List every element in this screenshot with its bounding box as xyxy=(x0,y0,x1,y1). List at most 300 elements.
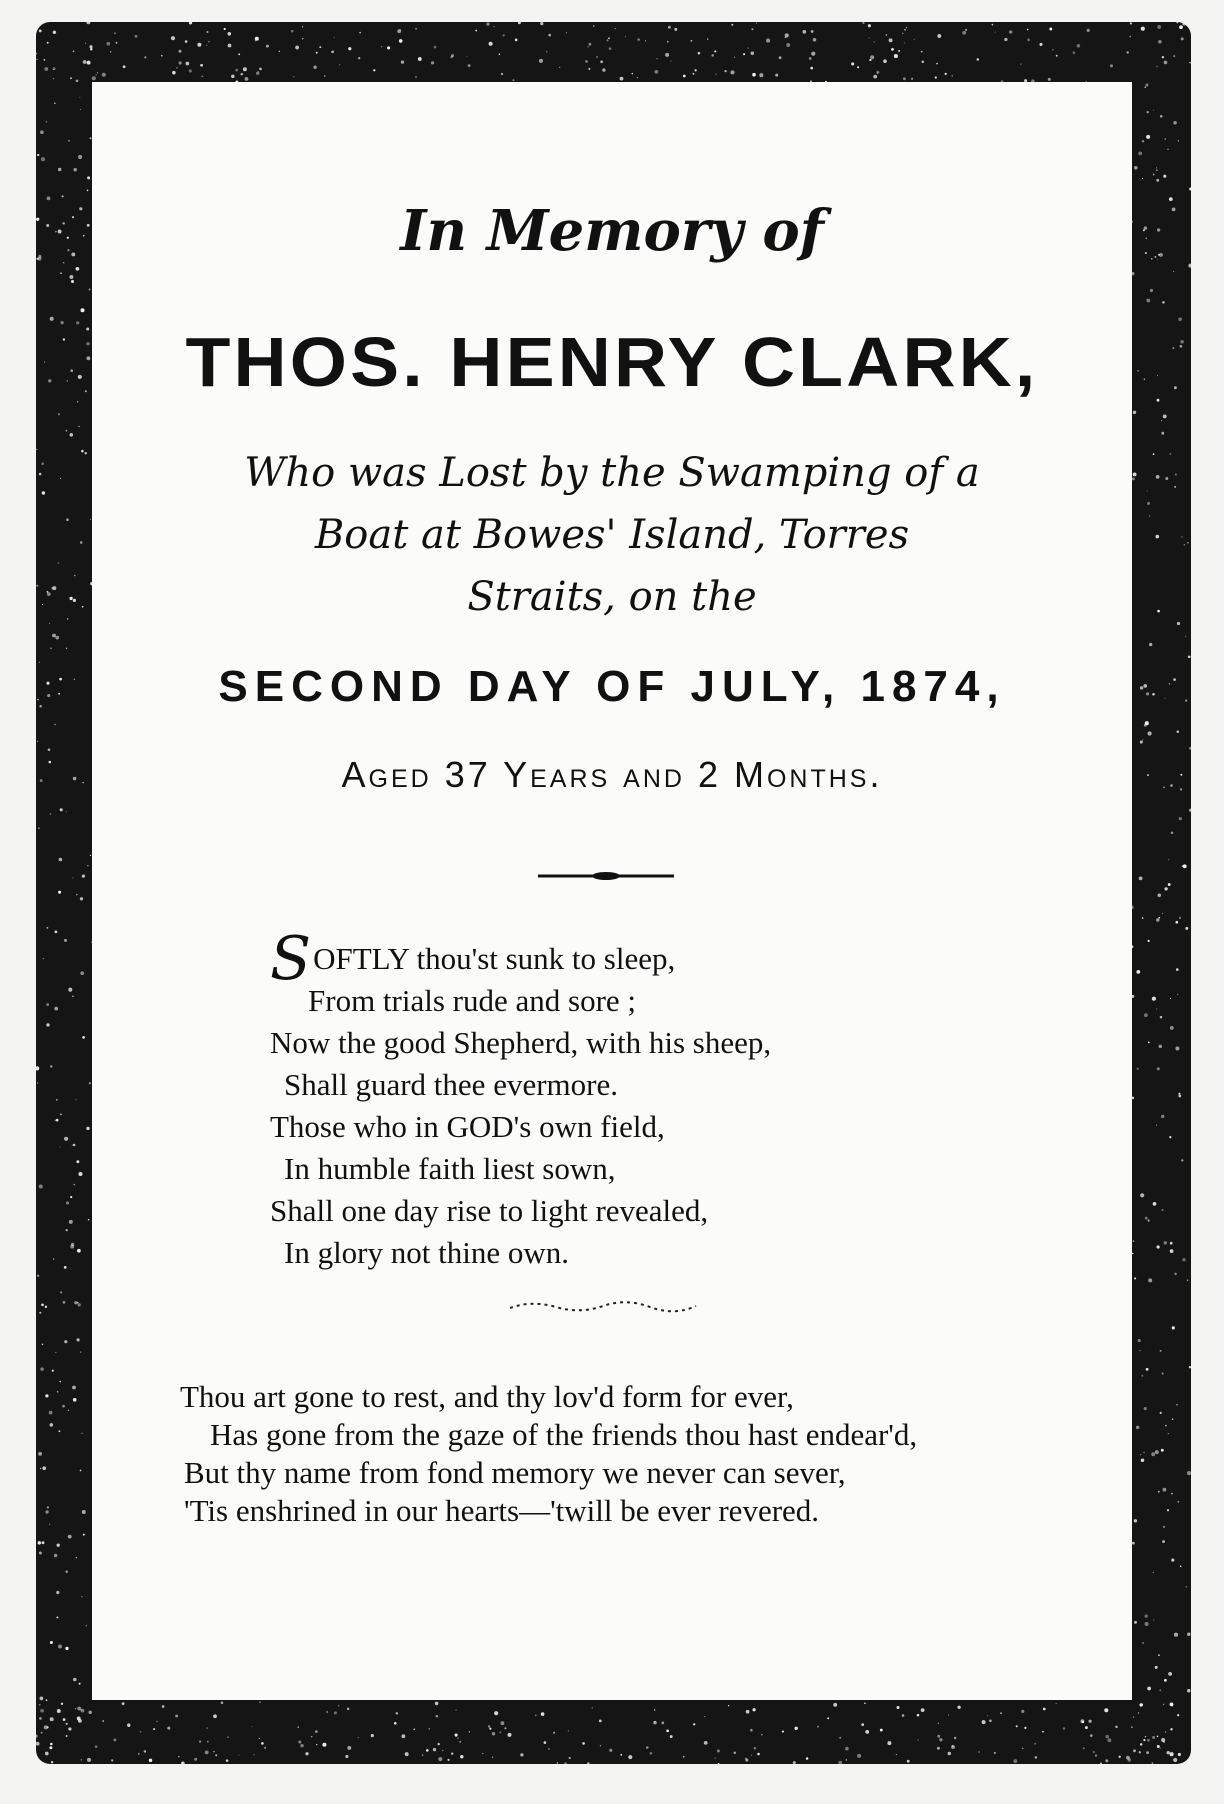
border-speckle xyxy=(902,1714,905,1717)
border-speckle xyxy=(128,1725,130,1727)
border-speckle xyxy=(1170,1242,1173,1245)
border-speckle xyxy=(41,462,44,465)
border-speckle xyxy=(469,1731,470,1732)
border-speckle xyxy=(1163,1741,1165,1743)
border-speckle xyxy=(493,26,494,27)
border-speckle xyxy=(49,1411,53,1415)
border-speckle xyxy=(83,235,85,237)
border-speckle xyxy=(1164,1241,1167,1244)
border-speckle xyxy=(515,39,518,42)
border-speckle xyxy=(63,1301,66,1304)
border-speckle xyxy=(36,449,37,450)
border-speckle xyxy=(1081,1719,1085,1723)
border-speckle xyxy=(67,249,69,251)
border-speckle xyxy=(161,55,163,57)
border-speckle xyxy=(802,30,806,34)
border-speckle xyxy=(1146,298,1150,302)
border-speckle xyxy=(56,1591,59,1594)
border-speckle xyxy=(937,1747,940,1750)
border-speckle xyxy=(1157,1067,1160,1070)
border-speckle xyxy=(82,1036,85,1039)
border-speckle xyxy=(730,70,734,74)
border-speckle xyxy=(870,55,874,59)
border-speckle xyxy=(1164,887,1167,890)
border-speckle xyxy=(89,1082,91,1084)
border-speckle xyxy=(1133,1749,1136,1752)
border-speckle xyxy=(82,1510,86,1514)
border-speckle xyxy=(1144,1407,1147,1410)
border-speckle xyxy=(1179,817,1182,820)
border-speckle xyxy=(877,73,878,74)
border-speckle xyxy=(1184,544,1185,545)
border-speckle xyxy=(1145,1217,1148,1220)
border-speckle xyxy=(40,1367,43,1370)
border-speckle xyxy=(58,1644,62,1648)
border-speckle xyxy=(153,1728,155,1730)
border-speckle xyxy=(1147,774,1149,776)
border-speckle xyxy=(914,39,915,40)
border-speckle xyxy=(88,1711,91,1714)
border-speckle xyxy=(80,109,81,110)
border-speckle xyxy=(667,41,669,43)
border-speckle xyxy=(127,1723,130,1726)
border-speckle xyxy=(87,224,90,227)
border-speckle xyxy=(179,50,182,53)
border-speckle xyxy=(62,195,64,197)
border-speckle xyxy=(711,54,714,57)
border-speckle xyxy=(1140,1454,1141,1455)
border-speckle xyxy=(745,1758,747,1760)
border-speckle xyxy=(50,1065,52,1067)
border-speckle xyxy=(73,1184,75,1186)
border-speckle xyxy=(305,1752,308,1755)
border-speckle xyxy=(81,1596,82,1597)
border-speckle xyxy=(75,1708,76,1709)
border-speckle xyxy=(588,46,589,47)
border-speckle xyxy=(507,1733,511,1737)
border-speckle xyxy=(36,1066,39,1070)
border-speckle xyxy=(36,218,39,221)
border-speckle xyxy=(645,40,646,41)
border-speckle xyxy=(90,48,92,50)
border-speckle xyxy=(45,1306,47,1308)
border-speckle xyxy=(1170,1702,1174,1706)
border-speckle xyxy=(874,41,875,42)
border-speckle xyxy=(793,1761,796,1764)
border-speckle xyxy=(326,1711,328,1713)
border-speckle xyxy=(504,1727,506,1729)
border-speckle xyxy=(1009,30,1012,33)
border-speckle xyxy=(80,971,84,975)
border-speckle xyxy=(1163,175,1166,178)
border-speckle xyxy=(833,1703,837,1707)
border-speckle xyxy=(806,1757,809,1760)
border-speckle xyxy=(911,78,913,80)
border-speckle xyxy=(291,30,294,33)
border-speckle xyxy=(42,1466,46,1470)
dotted-flourish xyxy=(508,1296,698,1316)
border-speckle xyxy=(241,73,244,76)
date-of-death: SECOND DAY OF JULY, 1874, xyxy=(218,662,1006,711)
border-speckle xyxy=(1153,174,1155,176)
border-speckle xyxy=(1136,1426,1139,1429)
border-speckle xyxy=(433,1748,436,1751)
poem-line: Shall guard thee evermore. xyxy=(284,1067,618,1102)
border-speckle xyxy=(1161,1449,1164,1452)
border-speckle xyxy=(615,28,616,29)
border-speckle xyxy=(1142,140,1144,142)
border-speckle xyxy=(36,53,37,55)
border-speckle xyxy=(208,41,210,43)
border-speckle xyxy=(73,599,76,602)
border-speckle xyxy=(47,1506,49,1508)
border-speckle xyxy=(851,62,854,65)
border-speckle xyxy=(80,541,83,544)
border-speckle xyxy=(1152,997,1156,1001)
border-speckle xyxy=(123,65,126,68)
border-speckle xyxy=(1016,1725,1018,1727)
border-speckle xyxy=(756,22,757,23)
border-speckle xyxy=(1049,28,1052,31)
border-speckle xyxy=(51,1761,53,1763)
border-speckle xyxy=(902,33,903,34)
border-speckle xyxy=(751,28,753,30)
border-speckle xyxy=(50,813,52,815)
border-speckle xyxy=(78,426,79,427)
border-speckle xyxy=(1083,1747,1085,1749)
border-speckle xyxy=(782,1731,784,1733)
border-speckle xyxy=(434,46,437,49)
border-speckle xyxy=(47,197,51,201)
border-speckle xyxy=(1167,1509,1169,1511)
border-speckle xyxy=(609,1749,612,1752)
border-speckle xyxy=(1171,832,1174,835)
border-speckle xyxy=(89,289,91,291)
border-speckle xyxy=(264,1747,266,1749)
border-speckle xyxy=(207,1741,209,1743)
border-speckle xyxy=(426,1749,429,1752)
border-speckle xyxy=(889,38,893,42)
border-speckle xyxy=(1160,1350,1162,1352)
border-speckle xyxy=(557,1762,559,1764)
border-speckle xyxy=(175,1715,178,1718)
border-speckle xyxy=(1164,61,1168,65)
border-speckle xyxy=(396,1712,398,1714)
border-speckle xyxy=(1182,865,1184,867)
border-speckle xyxy=(39,1717,42,1720)
border-speckle xyxy=(1048,78,1051,81)
border-speckle xyxy=(238,53,240,55)
border-speckle xyxy=(714,1758,715,1759)
border-speckle xyxy=(1187,1471,1191,1475)
border-speckle xyxy=(54,1007,58,1011)
border-speckle xyxy=(413,1728,415,1730)
border-speckle xyxy=(64,1266,67,1269)
border-speckle xyxy=(78,1172,82,1176)
border-speckle xyxy=(1142,178,1143,179)
border-speckle xyxy=(1147,940,1149,942)
border-speckle xyxy=(845,1747,849,1751)
border-speckle xyxy=(683,1756,685,1758)
border-speckle xyxy=(978,1751,979,1752)
border-speckle xyxy=(1153,1619,1154,1620)
border-speckle xyxy=(827,1717,829,1719)
border-speckle xyxy=(861,1723,864,1726)
border-speckle xyxy=(64,1137,68,1141)
border-speckle xyxy=(1155,1666,1158,1669)
border-speckle xyxy=(786,43,790,47)
border-speckle xyxy=(186,62,190,66)
border-speckle xyxy=(1158,894,1162,898)
border-speckle xyxy=(85,43,86,44)
border-speckle xyxy=(256,71,259,74)
border-speckle xyxy=(442,1750,444,1752)
border-speckle xyxy=(266,45,269,48)
border-speckle xyxy=(600,61,603,64)
border-speckle xyxy=(1168,1672,1172,1676)
border-speckle xyxy=(1153,1572,1154,1573)
border-speckle xyxy=(1188,655,1191,658)
border-speckle xyxy=(592,1707,594,1709)
border-speckle xyxy=(995,32,996,33)
border-speckle xyxy=(1110,64,1113,67)
border-speckle xyxy=(259,1738,260,1739)
border-speckle xyxy=(1181,536,1183,538)
border-speckle xyxy=(44,67,48,71)
border-speckle xyxy=(77,1249,81,1253)
border-speckle xyxy=(1105,1759,1108,1762)
border-speckle xyxy=(962,31,966,35)
border-speckle xyxy=(540,22,543,25)
border-speckle xyxy=(45,1394,48,1397)
border-speckle xyxy=(1156,475,1160,479)
border-speckle xyxy=(1140,740,1143,743)
deceased-name: THOS. HENRY CLARK, xyxy=(185,323,1039,401)
poem-line: Those who in GOD's own field, xyxy=(270,1109,665,1144)
border-speckle xyxy=(1152,1736,1155,1739)
border-speckle xyxy=(38,255,41,258)
border-speckle xyxy=(492,1757,493,1758)
border-speckle xyxy=(42,1343,44,1345)
border-speckle xyxy=(1185,700,1187,702)
border-speckle xyxy=(37,699,39,701)
border-speckle xyxy=(1172,207,1176,211)
border-speckle xyxy=(58,168,61,171)
border-speckle xyxy=(891,48,894,51)
border-speckle xyxy=(243,67,247,71)
border-speckle xyxy=(499,1731,501,1733)
border-speckle xyxy=(1160,1412,1162,1414)
border-speckle xyxy=(1137,1068,1139,1070)
border-speckle xyxy=(447,1759,449,1761)
ornamental-rule xyxy=(538,866,674,886)
border-speckle xyxy=(1160,1748,1161,1749)
border-speckle xyxy=(1093,1751,1095,1753)
border-speckle xyxy=(1177,731,1179,733)
border-speckle xyxy=(73,51,75,53)
border-speckle xyxy=(53,78,54,79)
border-speckle xyxy=(541,1712,545,1716)
border-speckle xyxy=(1145,721,1149,725)
border-speckle xyxy=(1156,66,1158,68)
border-speckle xyxy=(36,59,37,60)
border-speckle xyxy=(1173,678,1176,681)
border-speckle xyxy=(620,77,624,81)
border-speckle xyxy=(743,53,745,55)
border-speckle xyxy=(779,56,782,59)
border-speckle xyxy=(189,69,192,72)
border-speckle xyxy=(38,827,40,829)
border-speckle xyxy=(593,25,594,26)
border-speckle xyxy=(813,38,817,42)
border-speckle xyxy=(60,808,63,811)
border-speckle xyxy=(475,30,477,32)
border-speckle xyxy=(489,42,493,46)
border-speckle xyxy=(1165,138,1166,139)
border-speckle xyxy=(66,1723,68,1725)
border-speckle xyxy=(58,1430,60,1432)
border-speckle xyxy=(90,855,91,856)
border-speckle xyxy=(455,1734,458,1737)
border-speckle xyxy=(1128,1758,1131,1761)
border-speckle xyxy=(1156,167,1157,168)
border-speckle xyxy=(1077,44,1081,48)
border-speckle xyxy=(751,52,754,55)
border-speckle xyxy=(666,1729,669,1732)
border-speckle xyxy=(1165,1425,1167,1427)
border-speckle xyxy=(886,34,888,36)
border-speckle xyxy=(302,26,303,27)
border-speckle xyxy=(76,1160,79,1163)
border-speckle xyxy=(906,27,907,28)
border-speckle xyxy=(58,891,61,894)
border-speckle xyxy=(422,1754,424,1756)
border-speckle xyxy=(66,1201,69,1204)
border-speckle xyxy=(1118,1756,1120,1758)
border-speckle xyxy=(1145,252,1147,254)
memorial-card xyxy=(92,82,1132,1700)
border-speckle xyxy=(87,176,90,179)
border-speckle xyxy=(358,57,360,59)
border-speckle xyxy=(405,1752,409,1756)
border-speckle xyxy=(1100,1763,1102,1764)
border-speckle xyxy=(546,51,548,53)
border-speckle xyxy=(1039,43,1042,46)
age-at-death: Aged 37 Years and 2 Months. xyxy=(341,754,883,795)
border-speckle xyxy=(358,1737,359,1738)
border-speckle xyxy=(381,46,382,47)
border-speckle xyxy=(896,1754,897,1755)
border-speckle xyxy=(1174,1273,1176,1275)
border-speckle xyxy=(1159,1689,1161,1691)
border-speckle xyxy=(58,562,59,563)
border-speckle xyxy=(394,1722,397,1725)
border-speckle xyxy=(747,47,748,48)
border-speckle xyxy=(897,1706,900,1709)
border-speckle xyxy=(44,362,45,363)
border-speckle xyxy=(1161,1209,1163,1211)
border-speckle xyxy=(228,44,232,48)
border-speckle xyxy=(501,73,503,75)
description-line: Boat at Bowes' Island, Torres xyxy=(314,512,910,558)
border-speckle xyxy=(766,39,770,43)
border-speckle xyxy=(1133,1240,1135,1242)
border-speckle xyxy=(66,811,67,812)
border-speckle xyxy=(1180,345,1183,348)
border-speckle xyxy=(757,1753,760,1756)
border-speckle xyxy=(162,1705,165,1708)
border-speckle xyxy=(92,76,96,80)
border-speckle xyxy=(992,24,994,26)
border-speckle xyxy=(72,1386,76,1390)
border-speckle xyxy=(50,647,51,648)
border-speckle xyxy=(1189,747,1191,750)
border-speckle xyxy=(215,1754,217,1756)
border-speckle xyxy=(37,741,38,742)
border-speckle xyxy=(512,79,514,81)
border-speckle xyxy=(53,1258,54,1259)
border-speckle xyxy=(482,1753,483,1754)
border-speckle xyxy=(1165,1731,1166,1732)
border-speckle xyxy=(1085,1726,1088,1729)
border-speckle xyxy=(811,52,815,56)
border-speckle xyxy=(809,57,812,60)
border-speckle xyxy=(1142,1642,1144,1644)
border-speckle xyxy=(72,877,73,878)
border-speckle xyxy=(1169,197,1173,201)
border-speckle xyxy=(226,1759,229,1762)
border-speckle xyxy=(39,1552,42,1555)
border-speckle xyxy=(1146,1368,1149,1371)
border-speckle xyxy=(1143,684,1147,688)
border-speckle xyxy=(60,478,61,479)
border-speckle xyxy=(751,1755,752,1756)
border-speckle xyxy=(62,1405,65,1408)
border-speckle xyxy=(707,38,708,39)
border-speckle xyxy=(48,379,51,382)
border-speckle xyxy=(1144,724,1147,727)
border-speckle xyxy=(903,77,906,80)
border-speckle xyxy=(918,1739,919,1740)
border-speckle xyxy=(1156,169,1158,171)
border-speckle xyxy=(450,56,452,58)
border-speckle xyxy=(937,1735,940,1738)
border-speckle xyxy=(76,267,80,271)
border-speckle xyxy=(1165,477,1168,480)
border-speckle xyxy=(1140,1743,1143,1746)
border-speckle xyxy=(64,939,67,942)
poem-line: In humble faith liest sown, xyxy=(284,1151,616,1186)
border-speckle xyxy=(455,1710,456,1711)
border-speckle xyxy=(82,874,85,877)
border-speckle xyxy=(1138,152,1142,156)
border-speckle xyxy=(692,73,694,75)
border-speckle xyxy=(535,1714,537,1716)
border-speckle xyxy=(1155,1450,1159,1454)
border-speckle xyxy=(73,1678,77,1682)
border-speckle xyxy=(47,1726,49,1728)
border-speckle xyxy=(1107,1738,1111,1742)
border-speckle xyxy=(904,29,906,31)
border-speckle xyxy=(1175,1047,1179,1051)
border-speckle xyxy=(846,1759,848,1761)
border-speckle xyxy=(670,1735,673,1738)
border-speckle xyxy=(628,1755,632,1759)
border-speckle xyxy=(1171,1559,1174,1562)
border-speckle xyxy=(1163,786,1165,788)
border-speckle xyxy=(588,68,590,70)
border-speckle xyxy=(1141,1375,1143,1377)
